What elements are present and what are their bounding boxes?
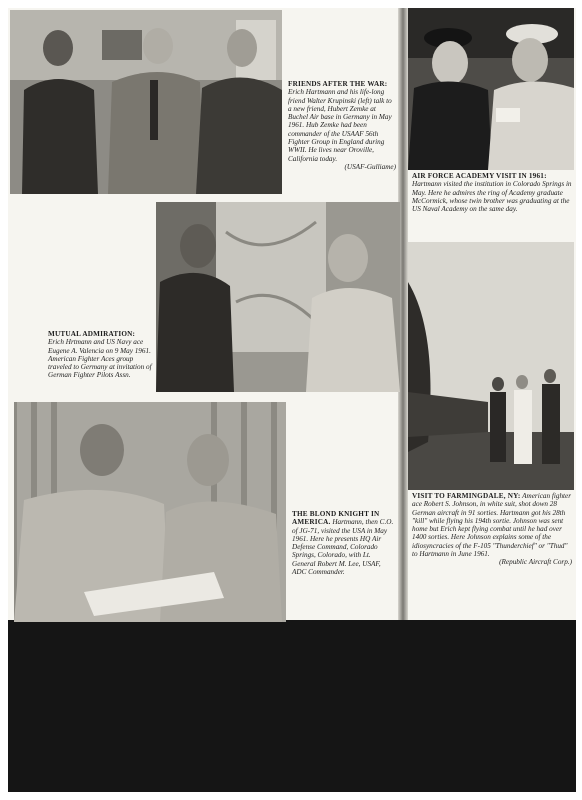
caption-blond-body: Hartmann, then C.O. of JG-71, visited the USA in May 1961. Here he presents HQ Air Defense Command, Colorado Springs, Colorado, with Lt. General Robert M. Lee, USAF, ADC Commander. [292, 518, 394, 577]
dark-background [8, 620, 576, 792]
caption-blond-heading: THE BLOND KNIGHT IN AMERICA. [292, 510, 380, 527]
caption-farmingdale-body: American fighter ace Robert S. Johnson, in white suit, shot down 28 German aircraft in 91 sorties. Hartmann got his 28th "kill" while flying his 194th sortie. Johnson was sent home but Erich kept flying combat until he had over 1400 sorties. Here Johnson explains some of the idiosyncracies of the F-105 "Thunderchief" or "Thud" to Hartmann in June 1961. [412, 492, 572, 559]
caption-friends-credit: (USAF-Gulliame) [344, 162, 396, 171]
photo-friends-after-war [10, 10, 282, 194]
photo-farmingdale [408, 242, 574, 490]
photo-blond-knight [14, 402, 286, 622]
photo-mutual-admiration [156, 202, 400, 392]
caption-academy-heading: AIR FORCE ACADEMY VISIT IN 1961: [412, 172, 547, 180]
caption-friends-heading: FRIENDS AFTER THE WAR: [288, 80, 388, 88]
caption-air-force-academy [412, 172, 572, 213]
caption-academy-body: Hartmann visited the institution in Colorado Springs in May. Here he admires the ring of Academy graduate McCormick, whose twin brother was graduating at the US Naval Academy on the same day. [412, 180, 572, 214]
caption-mutual-heading: MUTUAL ADMIRATION: [48, 330, 136, 338]
photo-air-force-academy [408, 8, 574, 170]
caption-mutual-admiration [48, 330, 152, 380]
caption-friends-body: Erich Hartmann and his life-long friend Walter Krupinski (left) talk to a new friend, Hubert Zemke at Buchel Air base in Germany in May 1961. Hub Zemke had been commander of the USAAF 56th Fighter Group in England during WWII. He lives near Oroville, California today. [288, 88, 392, 163]
caption-friends-after-war [288, 80, 396, 171]
caption-mutual-body: Erich Hrtmann and US Navy ace Eugene A. Valencia on 9 May 1961. American Fighter Aces group traveled to Germany at invitation of German Fighter Pilots Assn. [48, 338, 152, 380]
caption-farmingdale-credit: (Republic Aircraft Corp.) [499, 558, 572, 567]
caption-farmingdale-heading: VISIT TO FARMINGDALE, NY: [412, 492, 521, 500]
caption-farmingdale [412, 492, 572, 567]
caption-blond-knight [292, 510, 396, 576]
